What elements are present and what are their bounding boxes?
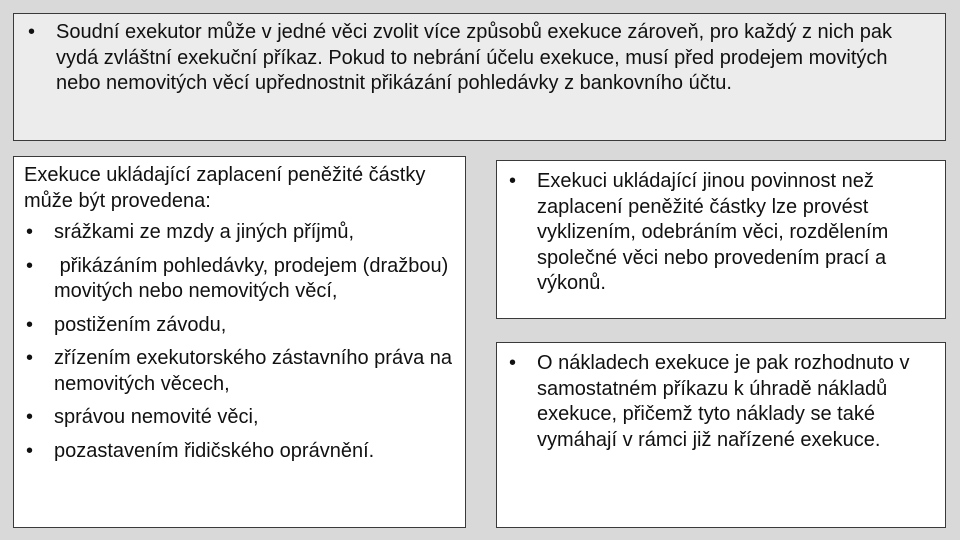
costs-text: O nákladech exekuce je pak rozhodnuto v samostatném příkazu k úhradě nákladů exekuce, přičemž tyto náklady se také vymáhají v rámci již nařízené exekuce. <box>537 352 910 451</box>
payment-methods-box <box>13 156 466 528</box>
bullet-icon: • <box>509 170 517 192</box>
top-info-text: Soudní exekutor může v jedné věci zvolit více způsobů exekuce zároveň, pro každý z nich pak vydá zvláštní exekuční příkaz. Pokud to nebrání účelu exekuce, musí před prodejem movitých nebo nemovitých věcí upřednostnit přikázání pohledávky z bankovního účtu. <box>56 21 893 94</box>
list-item <box>24 220 455 246</box>
list-item <box>24 405 455 431</box>
list-item <box>24 254 455 305</box>
list-item-text: přikázáním pohledávky, prodejem (dražbou) movitých nebo nemovitých věcí, <box>54 254 454 302</box>
other-obligation-box <box>496 160 946 319</box>
list-item <box>24 313 455 339</box>
costs-item <box>507 351 933 453</box>
list-item <box>24 439 455 465</box>
other-obligation-item <box>507 169 933 297</box>
bullet-icon: • <box>26 221 34 243</box>
payment-methods-list <box>24 220 455 464</box>
bullet-icon: • <box>28 21 36 43</box>
list-item-text: zřízením exekutorského zástavního práva na nemovitých věcech, <box>54 347 452 395</box>
other-obligation-text: Exekuci ukládající jinou povinnost než zaplacení peněžité částky lze provést vyklizením, odebráním věci, rozdělením společné věci nebo provedením prací a výkonů. <box>537 170 889 294</box>
bullet-icon: • <box>26 439 34 462</box>
list-item-text: správou nemovité věci, <box>54 406 259 428</box>
list-item <box>24 346 455 397</box>
costs-box <box>496 342 946 528</box>
bullet-icon: • <box>26 254 34 277</box>
costs-list <box>507 351 933 453</box>
payment-methods-intro: Exekuce ukládající zaplacení peněžité částky může být provedena: <box>24 164 426 212</box>
other-obligation-list <box>507 169 933 297</box>
list-item-text: srážkami ze mzdy a jiných příjmů, <box>54 221 355 243</box>
list-item-text: postižením závodu, <box>54 313 227 336</box>
top-info-list <box>26 20 925 97</box>
bullet-icon: • <box>26 347 34 369</box>
top-info-box <box>13 13 946 141</box>
top-info-item <box>26 20 925 97</box>
bullet-icon: • <box>509 352 517 374</box>
bullet-icon: • <box>26 406 34 428</box>
list-item-text: pozastavením řidičského oprávnění. <box>54 439 375 462</box>
bullet-icon: • <box>26 313 34 336</box>
